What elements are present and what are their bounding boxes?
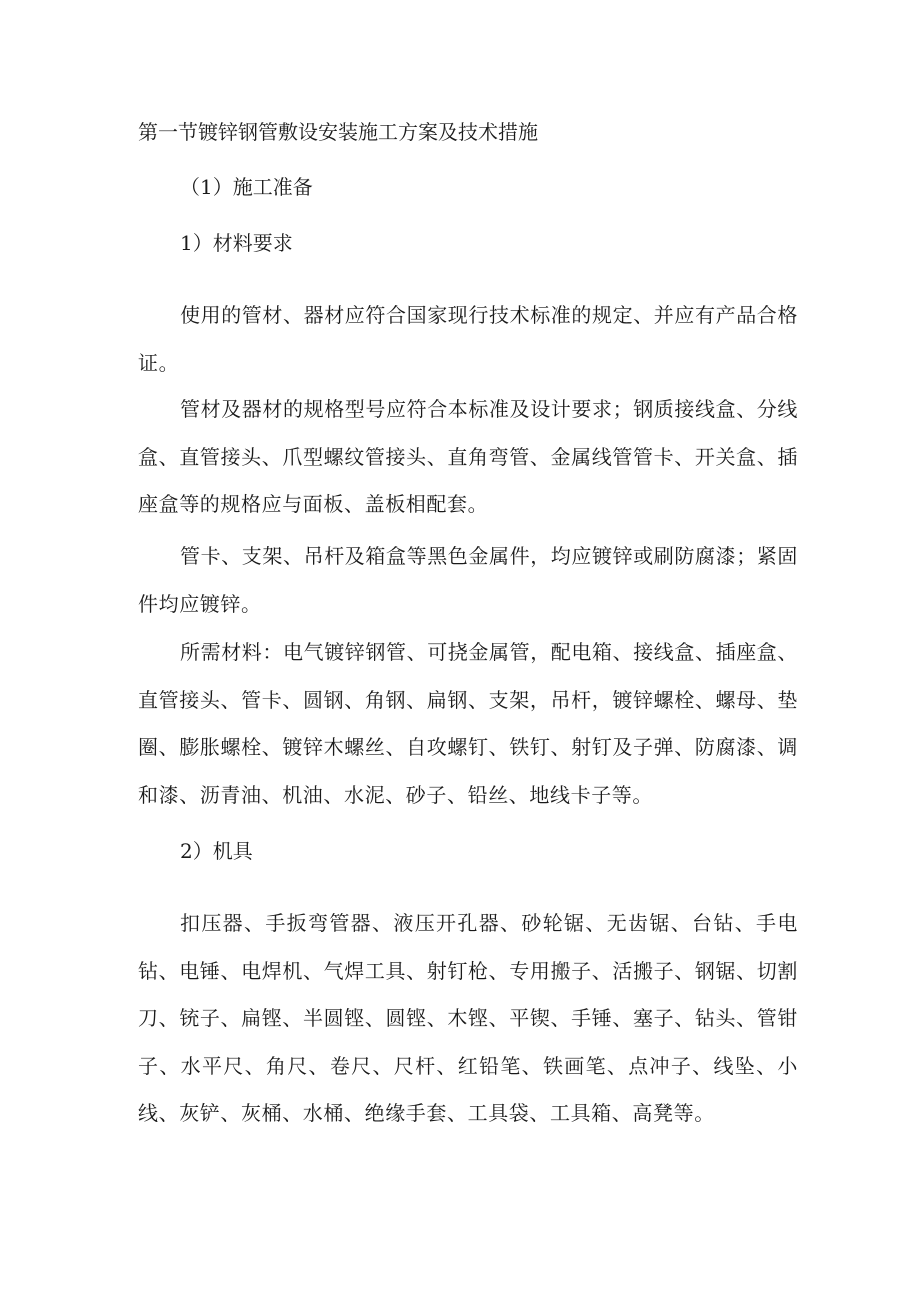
item-heading-material-requirements: 1）材料要求 — [180, 231, 293, 255]
section-title: 第一节镀锌钢管敷设安装施工方案及技术措施 — [138, 120, 538, 144]
paragraph-material-standards: 使用的管材、器材应符合国家现行技术标准的规定、并应有产品合格证。 — [138, 303, 798, 375]
paragraph-tools-list: 扣压器、手扳弯管器、液压开孔器、砂轮锯、无齿锯、台钻、手电钻、电锤、电焊机、气焊工具、射钉枪、专用搬子、活搬子、钢锯、切割刀、铳子、扁铿、半圆铿、圆铿、木铿、平锲、手锤、塞子、钻头、管钳子、水平尺、角尺、卷尺、尺杆、红铅笔、铁画笔、点冲子、线坠、小线、灰铲、灰桶、水桶、绝缘手套、工具袋、工具箱、高凳等。 — [138, 911, 798, 1125]
paragraph-metal-parts-anticorrosion: 管卡、支架、吊杆及箱盒等黑色金属件，均应镀锌或刷防腐漆；紧固件均应镀锌。 — [138, 544, 798, 616]
subsection-heading-construction-prep: （1）施工准备 — [180, 175, 313, 199]
paragraph-required-materials: 所需材料：电气镀锌钢管、可挠金属管，配电箱、接线盒、插座盒、直管接头、管卡、圆钢、角钢、扁钢、支架，吊杆，镀锌螺栓、螺母、垫圈、膨胀螺栓、镀锌木螺丝、自攻螺钉、铁钉、射钉及子弹、防腐漆、调和漆、沥青油、机油、水泥、砂子、铅丝、地线卡子等。 — [138, 640, 798, 807]
paragraph-material-specifications: 管材及器材的规格型号应符合本标准及设计要求；钢质接线盒、分线盒、直管接头、爪型螺纹管接头、直角弯管、金属线管管卡、开关盒、插座盒等的规格应与面板、盖板相配套。 — [138, 397, 798, 516]
item-heading-tools: 2）机具 — [180, 839, 253, 863]
